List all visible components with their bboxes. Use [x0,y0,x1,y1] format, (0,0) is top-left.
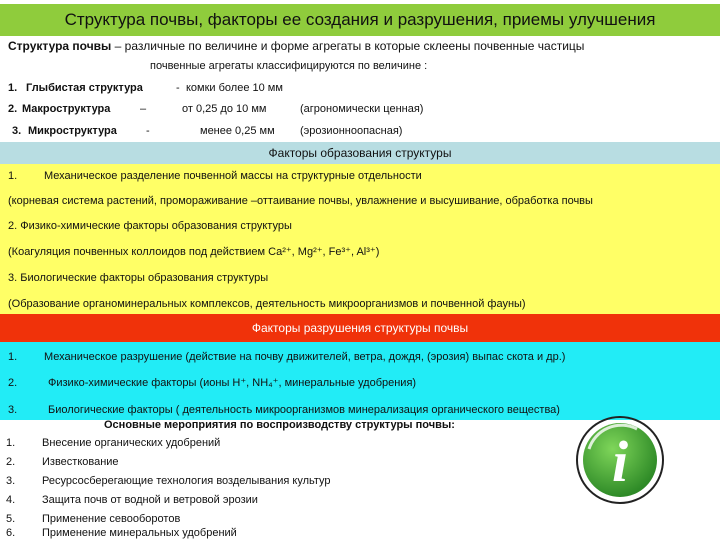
measure-number: 3. [6,475,16,487]
destruction-item: Физико-химические факторы (ионы H⁺, NH₄⁺, минеральные удобрения) [48,377,417,389]
intro-line-1 [8,40,584,53]
measure-item: Внесение органических удобрений [42,437,221,449]
measures-title: Основные мероприятия по воспроизводству структуры почвы: [104,419,455,431]
intro-line-2: почвенные агрегаты классифицируются по величине : [150,60,428,72]
intro-term: Структура почвы [8,39,112,53]
destruction-item-number: 2. [8,377,18,389]
destruction-header-text: Факторы разрушения структуры почвы [251,321,469,335]
measure-number: 4. [6,494,16,506]
class-number: 1. [8,82,18,94]
page-title-text: Структура почвы, факторы ее создания и разрушения, приемы улучшения [64,10,656,29]
destruction-item-number: 1. [8,351,18,363]
intro-text-1: – различные по величине и форме агрегаты в которые склеены почвенные частицы [111,39,585,53]
class-name: Макроструктура [22,103,111,115]
measure-item: Применение севооборотов [42,513,181,525]
formation-item-number: 1. [8,170,18,182]
class-name: Глыбистая структура [26,82,143,94]
class-number: 3. [12,125,22,137]
measure-number: 2. [6,456,16,468]
measure-number: 5. [6,513,16,525]
destruction-item: Биологические факторы ( деятельность микроорганизмов минерализация органического вещества) [48,404,560,416]
destruction-item: Механическое разрушение (действие на почву движителей, ветра, дождя, (эрозия) выпас скота и др.) [44,351,566,363]
formation-section [0,164,720,314]
formation-item: Механическое разделение почвенной массы на структурные отдельности [44,170,422,182]
destruction-header [0,314,720,342]
page-title [0,4,720,36]
formation-header-text: Факторы образования структуры [268,146,452,160]
class-note: (эрозионноопасная) [300,125,403,137]
measure-number: 6. [6,527,16,539]
class-item [8,82,17,95]
formation-header [0,142,720,164]
formation-item-desc: (корневая система растений, промораживание –оттаивание почвы, увлажнение и высушивание, обработка почвы [8,195,593,207]
measure-item: Ресурсосберегающие технология возделывания культур [42,475,331,487]
destruction-item-number: 3. [8,404,18,416]
measure-item: Защита почв от водной и ветровой эрозии [42,494,258,506]
measure-number: 1. [6,437,16,449]
class-size: менее 0,25 мм [200,125,275,137]
measure-item: Применение минеральных удобрений [42,527,237,539]
class-size: комки более 10 мм [186,82,283,94]
class-dash: - [146,125,150,137]
measure-item: Известкование [42,456,119,468]
formation-item: 2. Физико-химические факторы образования структуры [8,220,292,232]
class-dash: - [176,82,180,94]
class-note: (агрономически ценная) [300,103,424,115]
formation-item-desc: (Коагуляция почвенных коллоидов под действием Ca²⁺, Mg²⁺, Fe³⁺, Al³⁺) [8,246,380,258]
formation-item: 3. Биологические факторы образования структуры [8,272,269,284]
class-size: от 0,25 до 10 мм [182,103,267,115]
class-dash: – [140,103,147,115]
info-glyph: i [611,429,629,494]
class-name: Микроструктура [28,125,117,137]
class-number: 2. [8,103,18,115]
formation-item-desc: (Образование органоминеральных комплексов, деятельность микроорганизмов и почвенной фауны) [8,298,526,310]
destruction-section [0,342,720,420]
info-icon [575,415,665,505]
